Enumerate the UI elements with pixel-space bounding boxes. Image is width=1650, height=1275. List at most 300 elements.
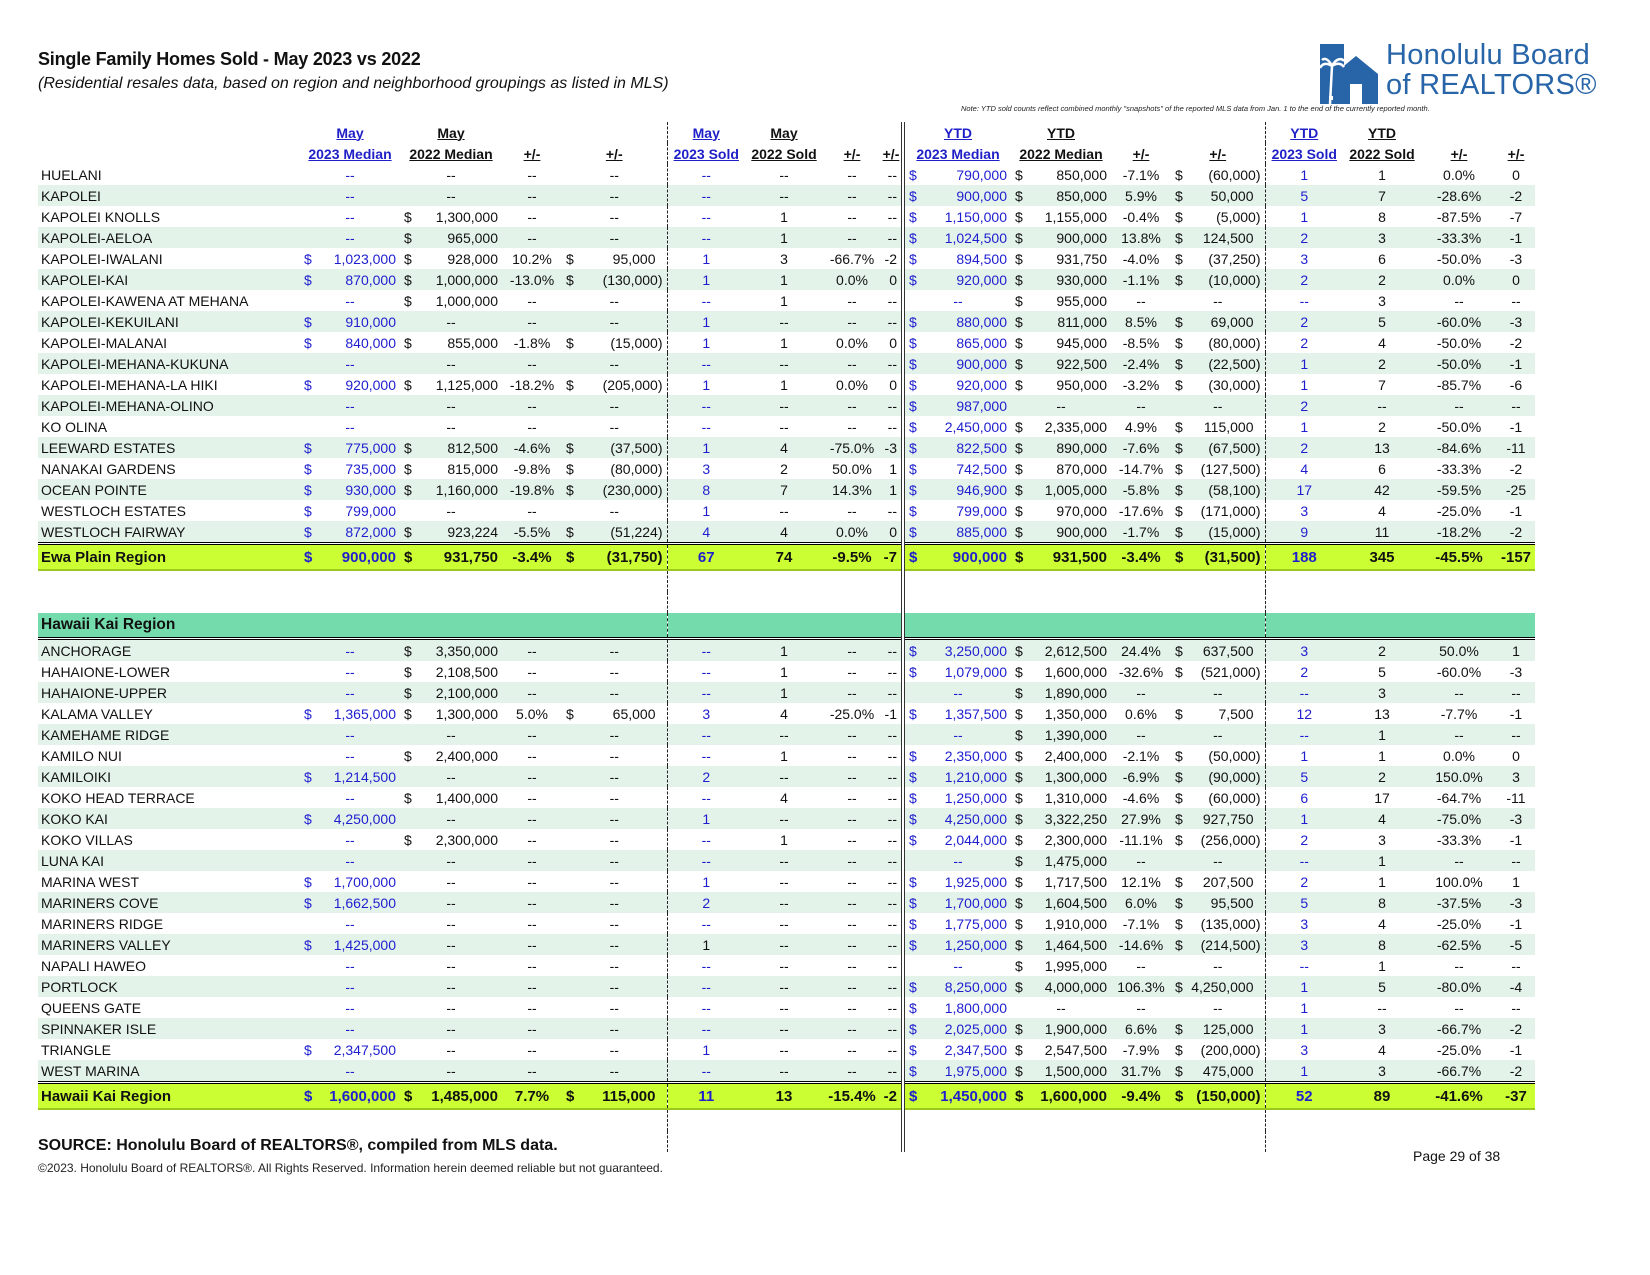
table-cell: -3.2% [1122, 376, 1160, 393]
total-cell: 188 [1265, 544, 1343, 571]
column-header: May [770, 124, 798, 141]
table-cell: -2.4% [1111, 353, 1171, 374]
table-cell: -- [745, 850, 823, 871]
column-header [562, 122, 667, 143]
table-cell: 50.0% [832, 460, 872, 477]
dollar-sign: $ [909, 831, 917, 848]
dollar-sign: $ [404, 229, 412, 246]
table-cell: 3 [1300, 1041, 1309, 1058]
table-cell: -3 [881, 437, 903, 458]
dollar-sign: $ [1175, 208, 1183, 225]
table-cell: -- [1497, 395, 1535, 416]
table-cell: -2 [1509, 334, 1523, 351]
table-cell: -- [1111, 395, 1171, 416]
table-cell: -- [745, 1018, 823, 1039]
dollar-sign: $ [1175, 705, 1183, 722]
table-row [38, 871, 1535, 892]
table-cell: -75.0% [823, 437, 881, 458]
table-cell: $ 970,000 [1015, 502, 1107, 519]
table-cell: -14.6% [1111, 934, 1171, 955]
table-cell: 2 [1300, 873, 1309, 890]
dollar-sign: $ [304, 768, 312, 785]
table-cell: 2 [667, 892, 745, 913]
table-cell: 1 [667, 934, 745, 955]
column-header-row-top [38, 122, 1535, 143]
table-row [38, 227, 1535, 248]
table-cell: -5.8% [1111, 479, 1171, 500]
dollar-sign: $ [1015, 894, 1023, 911]
table-row [38, 808, 1535, 829]
neighborhood-name: QUEENS GATE [41, 999, 142, 1016]
dollar-sign: $ [404, 250, 412, 267]
table-cell: $ 775,000 [300, 437, 400, 458]
table-cell: -- [446, 502, 456, 519]
table-cell: -- [562, 745, 667, 766]
table-cell: -- [881, 206, 903, 227]
house-palm-logo-icon [1320, 44, 1378, 104]
table-cell: -- [527, 957, 537, 974]
dollar-sign: $ [304, 1041, 312, 1058]
table-row [38, 976, 1535, 997]
table-row [38, 745, 1535, 766]
total-cell: -37 [1497, 1083, 1535, 1110]
table-cell: -- [300, 682, 400, 703]
table-cell: -- [400, 976, 502, 997]
table-cell: -- [502, 892, 562, 913]
table-cell: 3 [1265, 934, 1343, 955]
table-cell: -37.5% [1421, 892, 1497, 913]
table-cell: -- [527, 1041, 537, 1058]
table-cell: $ (22,500) [1171, 353, 1265, 374]
dollar-sign: $ [404, 548, 413, 566]
table-cell: $ (171,000) [1171, 500, 1265, 521]
table-cell: -- [562, 808, 667, 829]
table-cell: -- [502, 311, 562, 332]
table-cell: -- [1299, 292, 1309, 309]
table-cell: -- [1171, 955, 1265, 976]
table-cell: -- [300, 1060, 400, 1083]
column-header [1421, 122, 1497, 143]
table-cell: 1 [1300, 208, 1309, 225]
table-cell: -- [667, 185, 745, 206]
table-cell: -- [779, 502, 789, 519]
page-number: Page 29 of 38 [1413, 1148, 1501, 1164]
table-cell: -- [1136, 999, 1146, 1016]
table-cell: 1 [1300, 418, 1309, 435]
header-spacer [38, 122, 300, 143]
table-cell: $ 4,250,000 [300, 808, 400, 829]
column-header: +/- [523, 145, 541, 162]
dollar-sign: $ [404, 376, 412, 393]
table-cell: -- [502, 227, 562, 248]
table-cell: $ 955,000 [1015, 292, 1107, 309]
table-cell: $ 124,500 [1171, 227, 1265, 248]
table-cell: 1 [780, 747, 788, 764]
dollar-sign: $ [304, 439, 312, 456]
dollar-sign: $ [304, 250, 312, 267]
table-cell: 2 [1300, 663, 1309, 680]
table-cell: $ 1,250,000 [903, 934, 1011, 955]
table-row [38, 1060, 1535, 1083]
table-cell: $ 910,000 [300, 311, 400, 332]
table-row [38, 206, 1535, 227]
table-cell: -- [953, 957, 963, 974]
table-cell: 5 [1265, 892, 1343, 913]
dollar-sign: $ [304, 894, 312, 911]
table-cell: -- [881, 808, 903, 829]
dollar-sign: $ [304, 705, 312, 722]
table-cell: -- [1011, 395, 1111, 416]
table-row [38, 353, 1535, 374]
dollar-sign: $ [304, 502, 312, 519]
dollar-sign: $ [1175, 1062, 1183, 1079]
table-cell: -3 [1509, 250, 1523, 267]
table-cell: 1 [1300, 747, 1309, 764]
table-cell: 1 [1265, 1018, 1343, 1039]
table-cell: -2 [1509, 460, 1523, 477]
table-cell: 50.0% [1421, 639, 1497, 662]
dollar-sign: $ [1175, 502, 1183, 519]
table-cell: -- [667, 227, 745, 248]
dollar-sign: $ [909, 705, 917, 722]
table-cell: -- [847, 789, 857, 806]
footer-source: SOURCE: Honolulu Board of REALTORS®, compiled from MLS data. [38, 1137, 558, 1154]
neighborhood-name: MARINA WEST [41, 873, 140, 890]
table-cell: $ 894,500 [909, 250, 1007, 267]
region-total-label: Hawaii Kai Region [38, 1083, 300, 1110]
neighborhood-name: KAPOLEI-MALANAI [41, 334, 168, 351]
table-cell: 3 [1378, 292, 1386, 309]
table-cell: -- [881, 787, 903, 808]
table-cell: -84.6% [1421, 437, 1497, 458]
table-cell: -- [400, 808, 502, 829]
dollar-sign: $ [1175, 894, 1183, 911]
table-cell: $ (200,000) [1171, 1039, 1265, 1060]
table-cell: -- [502, 976, 562, 997]
table-cell: $ 923,224 [400, 521, 502, 544]
dollar-sign: $ [1175, 523, 1183, 540]
table-cell: -- [701, 166, 711, 183]
total-cell: -7 [881, 544, 903, 571]
table-cell: 7 [1378, 376, 1386, 393]
table-cell: -- [562, 395, 667, 416]
table-cell: $ 2,335,000 [1015, 418, 1107, 435]
total-cell: 74 [745, 544, 823, 571]
table-cell: -- [400, 1018, 502, 1039]
table-cell: -- [345, 831, 355, 848]
dollar-sign: $ [404, 439, 412, 456]
table-cell: 1 [1265, 1060, 1343, 1083]
dollar-sign: $ [909, 1062, 917, 1079]
table-cell: -- [701, 663, 711, 680]
dollar-sign: $ [1175, 663, 1183, 680]
table-cell: 1 [1300, 999, 1309, 1016]
table-cell: 10.2% [512, 250, 552, 267]
table-cell: -- [400, 934, 502, 955]
table-row [38, 521, 1535, 544]
dollar-sign: $ [1175, 439, 1183, 456]
table-cell: -2 [1497, 1018, 1535, 1039]
table-cell: -- [1265, 850, 1343, 871]
table-cell: $ 2,108,500 [404, 663, 498, 680]
table-cell: -1.8% [513, 334, 551, 351]
dollar-sign: $ [1015, 1020, 1023, 1037]
table-cell: -2.1% [1122, 747, 1160, 764]
total-cell: 345 [1343, 544, 1421, 571]
column-header: 2023 Sold [673, 145, 739, 162]
table-cell: -- [823, 682, 881, 703]
table-cell: 3 [1300, 915, 1309, 932]
table-cell: -- [1497, 724, 1535, 745]
spacer-row [38, 592, 1535, 613]
table-cell: $ 1,425,000 [300, 934, 400, 955]
table-cell: $ 1,500,000 [1011, 1060, 1111, 1083]
table-row [38, 458, 1535, 479]
table-cell: -- [1511, 957, 1521, 974]
table-cell: -- [1136, 292, 1146, 309]
table-cell: -- [903, 724, 1011, 745]
table-cell: $ 2,347,500 [909, 1041, 1007, 1058]
table-cell: 5 [1265, 766, 1343, 787]
dollar-sign: $ [1175, 1020, 1183, 1037]
table-cell: 4 [1378, 915, 1386, 932]
table-row [38, 682, 1535, 703]
table-cell: 2 [1300, 831, 1309, 848]
neighborhood-name: WESTLOCH ESTATES [41, 502, 186, 519]
table-cell: -7.1% [1122, 166, 1160, 183]
table-cell: 1 [1300, 166, 1309, 183]
column-header: 2023 Median [916, 145, 1000, 162]
table-cell: -- [300, 353, 400, 374]
dollar-sign: $ [1015, 250, 1023, 267]
table-cell: $ 1,975,000 [903, 1060, 1011, 1083]
dollar-sign: $ [566, 523, 574, 540]
table-cell: -- [745, 766, 823, 787]
column-header: 2022 Median [409, 145, 493, 162]
table-cell: -- [345, 418, 355, 435]
table-cell: -- [502, 639, 562, 662]
table-cell: 4 [745, 521, 823, 544]
table-cell: 2 [1265, 227, 1343, 248]
table-row [38, 913, 1535, 934]
table-cell: $ 95,500 [1171, 892, 1265, 913]
table-cell: $ (130,000) [562, 269, 667, 290]
table-cell: 1 [745, 227, 823, 248]
table-cell: -- [745, 1060, 823, 1083]
table-cell: -- [667, 353, 745, 374]
dollar-sign: $ [909, 502, 917, 519]
table-cell: 6.6% [1111, 1018, 1171, 1039]
column-header: +/- [843, 145, 861, 162]
dollar-sign: $ [304, 271, 312, 288]
table-cell: -- [701, 747, 711, 764]
table-row [38, 997, 1535, 1018]
table-cell: -25.0% [1436, 915, 1482, 932]
table-cell: $ 1,150,000 [909, 208, 1007, 225]
table-cell: $ 2,100,000 [400, 682, 502, 703]
table-cell: $ 927,750 [1171, 808, 1265, 829]
table-cell: -- [1171, 290, 1265, 311]
dollar-sign: $ [1175, 418, 1183, 435]
table-cell: -- [1171, 997, 1265, 1018]
table-cell: $ 1,350,000 [1015, 705, 1107, 722]
table-cell: -- [562, 416, 667, 437]
table-cell: $ 2,400,000 [404, 747, 498, 764]
table-cell: 2 [1300, 334, 1309, 351]
table-cell: -- [1511, 999, 1521, 1016]
table-cell: $ 2,350,000 [909, 747, 1007, 764]
table-cell: -- [903, 850, 1011, 871]
neighborhood-name: LEEWARD ESTATES [38, 437, 300, 458]
table-cell: 0 [881, 521, 903, 544]
table-cell: 3 [1343, 1018, 1421, 1039]
table-cell: $ 1,390,000 [1011, 724, 1111, 745]
table-cell: -- [1136, 957, 1146, 974]
table-cell: 2 [1343, 766, 1421, 787]
neighborhood-name: KAPOLEI-MEHANA-OLINO [38, 395, 300, 416]
dollar-sign: $ [909, 313, 917, 330]
table-cell: 0.6% [1125, 705, 1157, 722]
table-cell: $ (58,100) [1171, 479, 1265, 500]
table-cell: $ 1,125,000 [404, 376, 498, 393]
table-cell: -- [847, 418, 857, 435]
table-cell: 11 [1343, 521, 1421, 544]
table-cell: $ 1,250,000 [909, 789, 1007, 806]
table-cell: -25.0% [1436, 1041, 1482, 1058]
total-cell: 52 [1265, 1083, 1343, 1110]
neighborhood-name: KAPOLEI-MEHANA-KUKUNA [38, 353, 300, 374]
table-cell: -- [881, 745, 903, 766]
dollar-sign: $ [566, 481, 574, 498]
dollar-sign: $ [1175, 271, 1183, 288]
table-cell: $ 2,044,000 [909, 831, 1007, 848]
table-cell: -- [1265, 724, 1343, 745]
dollar-sign: $ [909, 271, 917, 288]
neighborhood-name: KAMILOIKI [38, 766, 300, 787]
table-cell: -1 [1497, 227, 1535, 248]
dollar-sign: $ [566, 439, 574, 456]
table-cell: 0.0% [836, 376, 868, 393]
table-cell: -- [400, 395, 502, 416]
page-title: Single Family Homes Sold - May 2023 vs 2022 [38, 49, 421, 69]
table-cell: -- [823, 227, 881, 248]
dollar-sign: $ [909, 915, 917, 932]
dollar-sign: $ [304, 548, 313, 566]
table-cell: $ 822,500 [903, 437, 1011, 458]
table-row [38, 661, 1535, 682]
table-cell: $ 2,347,500 [304, 1041, 396, 1058]
table-cell: -- [527, 418, 537, 435]
table-cell: $ 65,000 [562, 703, 667, 724]
dollar-sign: $ [909, 894, 917, 911]
dollar-sign: $ [909, 376, 917, 393]
table-cell: 0 [881, 269, 903, 290]
table-row [38, 787, 1535, 808]
dollar-sign: $ [404, 705, 412, 722]
table-cell: -- [881, 290, 903, 311]
table-cell: -9.8% [513, 460, 551, 477]
neighborhood-name: KOKO VILLAS [41, 831, 133, 848]
table-cell: 1 [702, 376, 711, 393]
dollar-sign: $ [1175, 810, 1183, 827]
neighborhood-name: ANCHORAGE [38, 639, 300, 662]
column-header: YTD [944, 124, 972, 141]
dollar-sign: $ [909, 1020, 917, 1037]
table-cell: -- [562, 353, 667, 374]
table-cell: -5.5% [502, 521, 562, 544]
table-cell: $ 1,357,500 [909, 705, 1007, 722]
table-row [38, 479, 1535, 500]
table-row [38, 374, 1535, 395]
column-header: +/- [1171, 143, 1265, 164]
table-cell: $ 850,000 [1015, 166, 1107, 183]
table-cell: 1 [1343, 724, 1421, 745]
dollar-sign: $ [909, 663, 917, 680]
table-cell: $ 115,000 [1171, 416, 1265, 437]
dollar-sign: $ [909, 460, 917, 477]
table-cell: $ 742,500 [909, 460, 1007, 477]
table-cell: 3 [1343, 227, 1421, 248]
dollar-sign: $ [909, 978, 917, 995]
table-cell: -50.0% [1436, 418, 1482, 435]
table-cell: -- [847, 915, 857, 932]
table-cell: 5 [1265, 185, 1343, 206]
table-cell: -- [881, 185, 903, 206]
dollar-sign: $ [1175, 313, 1183, 330]
table-cell: -- [881, 934, 903, 955]
table-cell: -- [502, 766, 562, 787]
table-cell: $ (214,500) [1171, 934, 1265, 955]
neighborhood-name: KAPOLEI-KAI [38, 269, 300, 290]
dollar-sign: $ [1015, 502, 1023, 519]
table-row [38, 164, 1535, 185]
table-cell: $ 1,775,000 [909, 915, 1007, 932]
table-cell: $ 890,000 [1011, 437, 1111, 458]
table-row [38, 829, 1535, 850]
table-cell: -7.9% [1122, 1041, 1160, 1058]
column-header: +/- [881, 143, 903, 164]
column-header: YTD [1047, 124, 1075, 141]
dollar-sign: $ [404, 460, 412, 477]
table-cell: $ 3,250,000 [903, 639, 1011, 662]
dollar-sign: $ [1015, 810, 1023, 827]
table-cell: $ 799,000 [304, 502, 396, 519]
table-cell: $ 2,025,000 [903, 1018, 1011, 1039]
table-cell: $ 950,000 [1015, 376, 1107, 393]
table-cell: -- [502, 682, 562, 703]
table-cell: -- [527, 663, 537, 680]
dollar-sign: $ [1015, 376, 1023, 393]
table-row [38, 724, 1535, 745]
table-cell: $ 811,000 [1011, 311, 1111, 332]
table-cell: -- [881, 892, 903, 913]
table-cell: $ 880,000 [903, 311, 1011, 332]
table-cell: 3 [1378, 831, 1386, 848]
region-header-label: Hawaii Kai Region [38, 613, 667, 639]
neighborhood-name: KAPOLEI-AELOA [38, 227, 300, 248]
table-cell: -50.0% [1436, 334, 1482, 351]
dollar-sign: $ [1175, 481, 1183, 498]
dollar-sign: $ [566, 250, 574, 267]
table-cell: -64.7% [1436, 789, 1482, 806]
table-cell: -- [847, 1041, 857, 1058]
dollar-sign: $ [909, 810, 917, 827]
table-cell: -- [953, 292, 963, 309]
table-cell: -- [345, 292, 355, 309]
dollar-sign: $ [1015, 1041, 1023, 1058]
dollar-sign: $ [1175, 460, 1183, 477]
dollar-sign: $ [304, 810, 312, 827]
